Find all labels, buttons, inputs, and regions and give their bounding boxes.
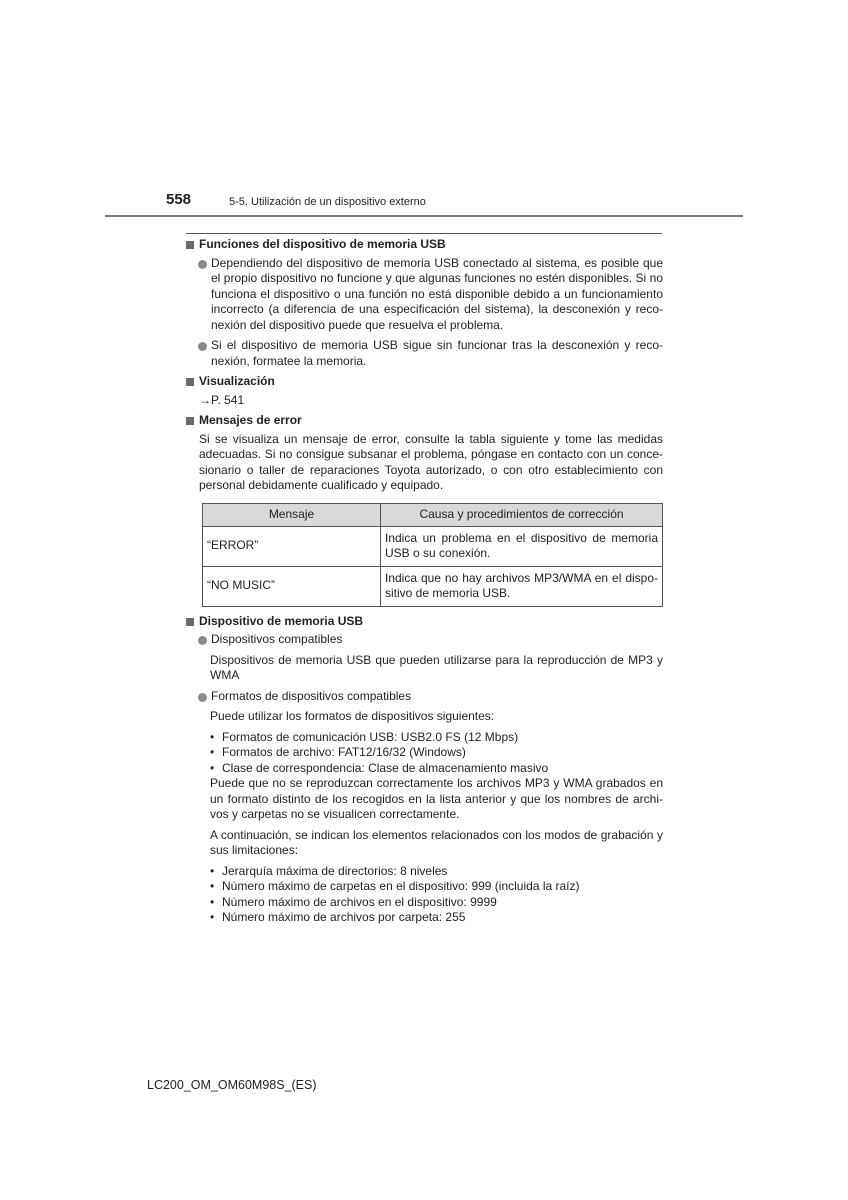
usb-functions-heading: Funciones del dispositivo de memoria USB [186,237,663,253]
list-item: • Número máximo de archivos por carpeta: 255 [210,910,663,926]
compatible-devices-label: Dispositivos compatibles [186,632,663,648]
col-cause-header: Causa y procedimientos de corrección [381,503,663,526]
list-item: • Formatos de comunicación USB: USB2.0 FS (12 Mbps) [210,730,663,746]
table-cell-cause: Indica un problema en el dispositivo de memoria USB o su conexión. [381,526,663,566]
compatible-devices-text: Dispositivos de memoria USB que pueden utilizarse para la reproducción de MP3 y WMA [210,652,663,682]
section-title: 5-5. Utilización de un dispositivo externo [229,196,426,208]
header-rule [105,215,743,217]
page-number: 558 [166,191,192,208]
error-table-header [203,503,663,526]
display-heading: Visualización [186,374,663,390]
document-code: LC200_OM_OM60M98S_(ES) [147,1078,317,1092]
formats-list [186,730,663,777]
limits-intro: A continuación, se indican los elementos relacionados con los modos de grabación y sus limitaciones: [210,827,663,857]
error-messages-intro: Si se visualiza un mensaje de error, consulte la tabla siguiente y tome las medidas adecuadas. Si no consigue subsanar el problema, póngase en contacto con un conce-sionario o taller de reparaciones Toyota autorizado, o con otro establecimiento con personal debidamente cualificado y equipado. [199,431,663,492]
usb-functions-bullet-1: Dependiendo del dispositivo de memoria USB conectado al sistema, es posible que el propio dispositivo no funcione y que algunas funciones no estén disponibles. Si no funciona el dispositivo o una función no está disponible debido a un funcionamiento incorrecto (a diferencia de una especificación del sistema), la desconexión y reco-nexión del dispositivo puede que resuelva el problema. [186,256,663,334]
table-cell-message: “NO MUSIC” [203,566,381,606]
usb-device-heading: Dispositivo de memoria USB [186,614,663,630]
table-cell-message: “ERROR” [203,526,381,566]
table-row [203,566,663,606]
error-table [202,503,663,607]
limits-list [186,864,663,926]
list-item: • Formatos de archivo: FAT12/16/32 (Windows) [210,745,663,761]
list-item: • Clase de correspondencia: Clase de almacenamiento masivo [210,761,663,777]
table-cell-cause: Indica que no hay archivos MP3/WMA en el dispo-sitivo de memoria USB. [381,566,663,606]
compatible-formats-label: Formatos de dispositivos compatibles [186,689,663,705]
error-messages-heading: Mensajes de error [186,413,663,429]
list-item: • Jerarquía máxima de directorios: 8 niveles [210,864,663,880]
usb-functions-bullet-2: Si el dispositivo de memoria USB sigue sin funcionar tras la desconexión y reco-nexión, formatee la memoria. [186,338,663,369]
list-item: • Número máximo de carpetas en el dispositivo: 999 (incluida la raíz) [210,879,663,895]
formats-intro: Puede utilizar los formatos de dispositivos siguientes: [210,709,495,723]
display-reference: →P. 541 [199,392,245,407]
table-row [203,526,663,566]
col-message-header: Mensaje [203,503,381,526]
page-content [186,236,663,926]
list-item: • Número máximo de archivos en el dispositivo: 9999 [210,895,663,911]
content-rule [186,233,662,234]
formats-note: Puede que no se reproduzcan correctamente los archivos MP3 y WMA grabados en un formato distinto de los recogidos en la lista anterior y que los nombres de archi-vos y carpetas no se visualicen correctamente. [210,776,663,821]
